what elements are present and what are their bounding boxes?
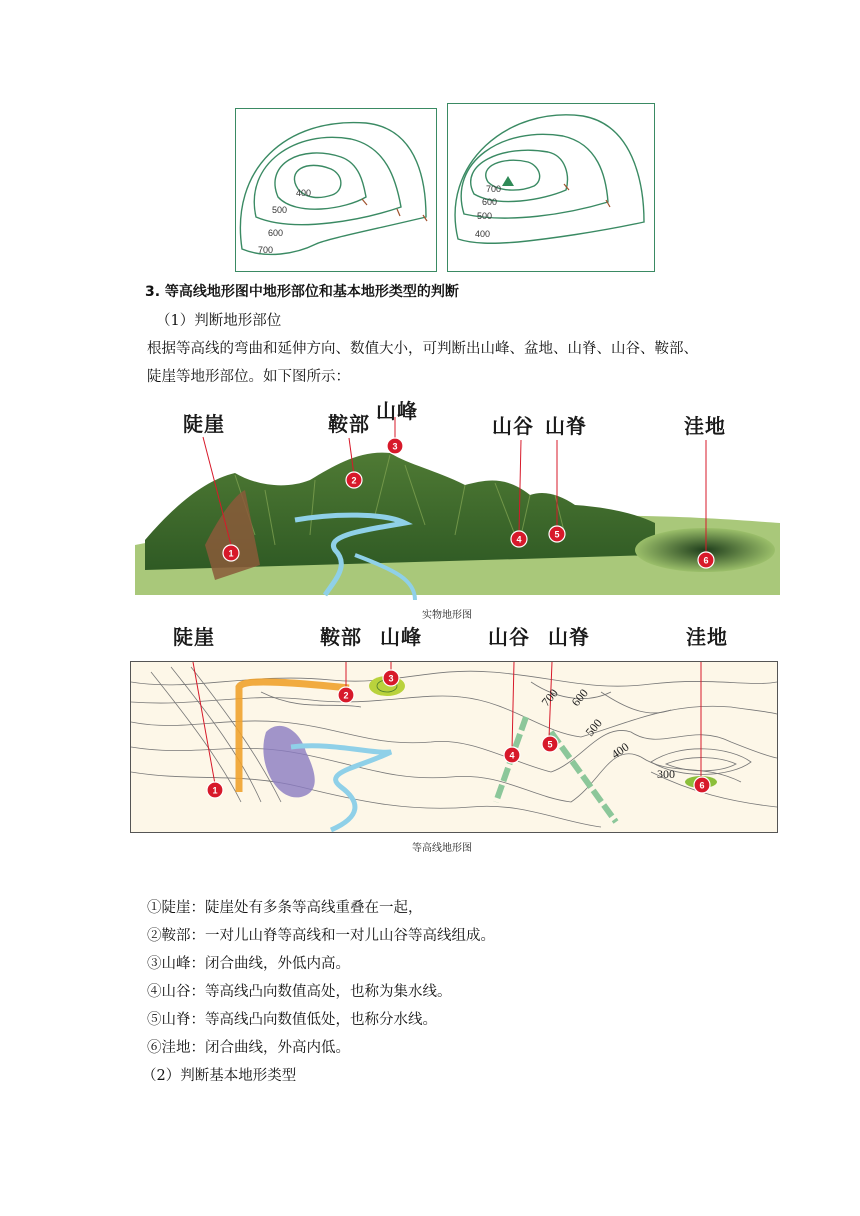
label-depression: 洼地 bbox=[684, 414, 726, 438]
paragraph-line-1: 根据等高线的弯曲和延伸方向、数值大小，可判断出山峰、盆地、山脊、山谷、鞍部、 bbox=[147, 341, 698, 357]
map-label-peak: 山峰 bbox=[380, 625, 422, 649]
marker-label: 5 bbox=[554, 529, 560, 540]
contour-map-caption: 等高线地形图 bbox=[412, 843, 472, 854]
contour-label: 500 bbox=[272, 205, 288, 215]
map-label-ridge: 山脊 bbox=[548, 625, 590, 649]
marker-label: 6 bbox=[703, 555, 709, 566]
elevation-label: 500 bbox=[582, 716, 605, 739]
elevation-label: 700 bbox=[538, 686, 561, 709]
contour-label: 700 bbox=[486, 184, 502, 194]
marker-label: 4 bbox=[509, 750, 515, 761]
subheading-1: （1）判断地形部位 bbox=[156, 313, 282, 329]
contour-topographic-map bbox=[130, 661, 778, 833]
definition-depression: ⑥洼地：闭合曲线，外高内低。 bbox=[147, 1040, 350, 1056]
marker-label: 5 bbox=[547, 739, 553, 750]
map-label-cliff: 陡崖 bbox=[173, 625, 215, 649]
marker-label: 1 bbox=[212, 785, 218, 796]
contour-label: 700 bbox=[258, 245, 274, 255]
elevation-label: 300 bbox=[657, 767, 675, 781]
label-ridge: 山脊 bbox=[545, 414, 587, 438]
landscape-caption: 实物地形图 bbox=[422, 610, 472, 621]
definition-saddle: ②鞍部：一对儿山脊等高线和一对儿山谷等高线组成。 bbox=[147, 928, 495, 944]
contour-label: 600 bbox=[268, 228, 284, 238]
label-peak: 山峰 bbox=[376, 399, 418, 423]
marker-label: 2 bbox=[343, 690, 349, 701]
contour-map-right bbox=[447, 103, 655, 272]
elevation-label: 600 bbox=[568, 686, 591, 709]
marker-label: 4 bbox=[516, 534, 522, 545]
marker-label: 2 bbox=[351, 475, 357, 486]
label-valley: 山谷 bbox=[492, 414, 534, 438]
contour-label: 500 bbox=[477, 211, 493, 221]
label-saddle: 鞍部 bbox=[328, 412, 370, 436]
contour-label: 400 bbox=[296, 188, 312, 198]
section-heading: 3. 等高线地形图中地形部位和基本地形类型的判断 bbox=[145, 284, 459, 300]
definition-ridge: ⑤山脊：等高线凸向数值低处，也称分水线。 bbox=[147, 1012, 437, 1028]
marker-label: 3 bbox=[388, 673, 394, 684]
definition-valley: ④山谷：等高线凸向数值高处，也称为集水线。 bbox=[147, 984, 452, 1000]
marker-label: 1 bbox=[228, 548, 234, 559]
label-cliff: 陡崖 bbox=[183, 412, 225, 436]
elevation-label: 400 bbox=[608, 739, 632, 762]
marker-label: 6 bbox=[699, 780, 705, 791]
contour-label: 400 bbox=[475, 229, 491, 239]
map-label-depression: 洼地 bbox=[686, 625, 728, 649]
definition-peak: ③山峰：闭合曲线，外低内高。 bbox=[147, 956, 350, 972]
contour-label: 600 bbox=[482, 197, 498, 207]
marker-label: 3 bbox=[392, 441, 398, 452]
peak-triangle-icon bbox=[502, 176, 514, 186]
paragraph-line-2: 陡崖等地形部位。如下图所示： bbox=[147, 369, 350, 385]
map-label-valley: 山谷 bbox=[488, 625, 530, 649]
map-label-saddle: 鞍部 bbox=[320, 625, 362, 649]
subheading-2: （2）判断基本地形类型 bbox=[142, 1068, 297, 1084]
definition-cliff: ①陡崖：陡崖处有多条等高线重叠在一起， bbox=[147, 900, 423, 916]
contour-map-left bbox=[235, 108, 437, 272]
